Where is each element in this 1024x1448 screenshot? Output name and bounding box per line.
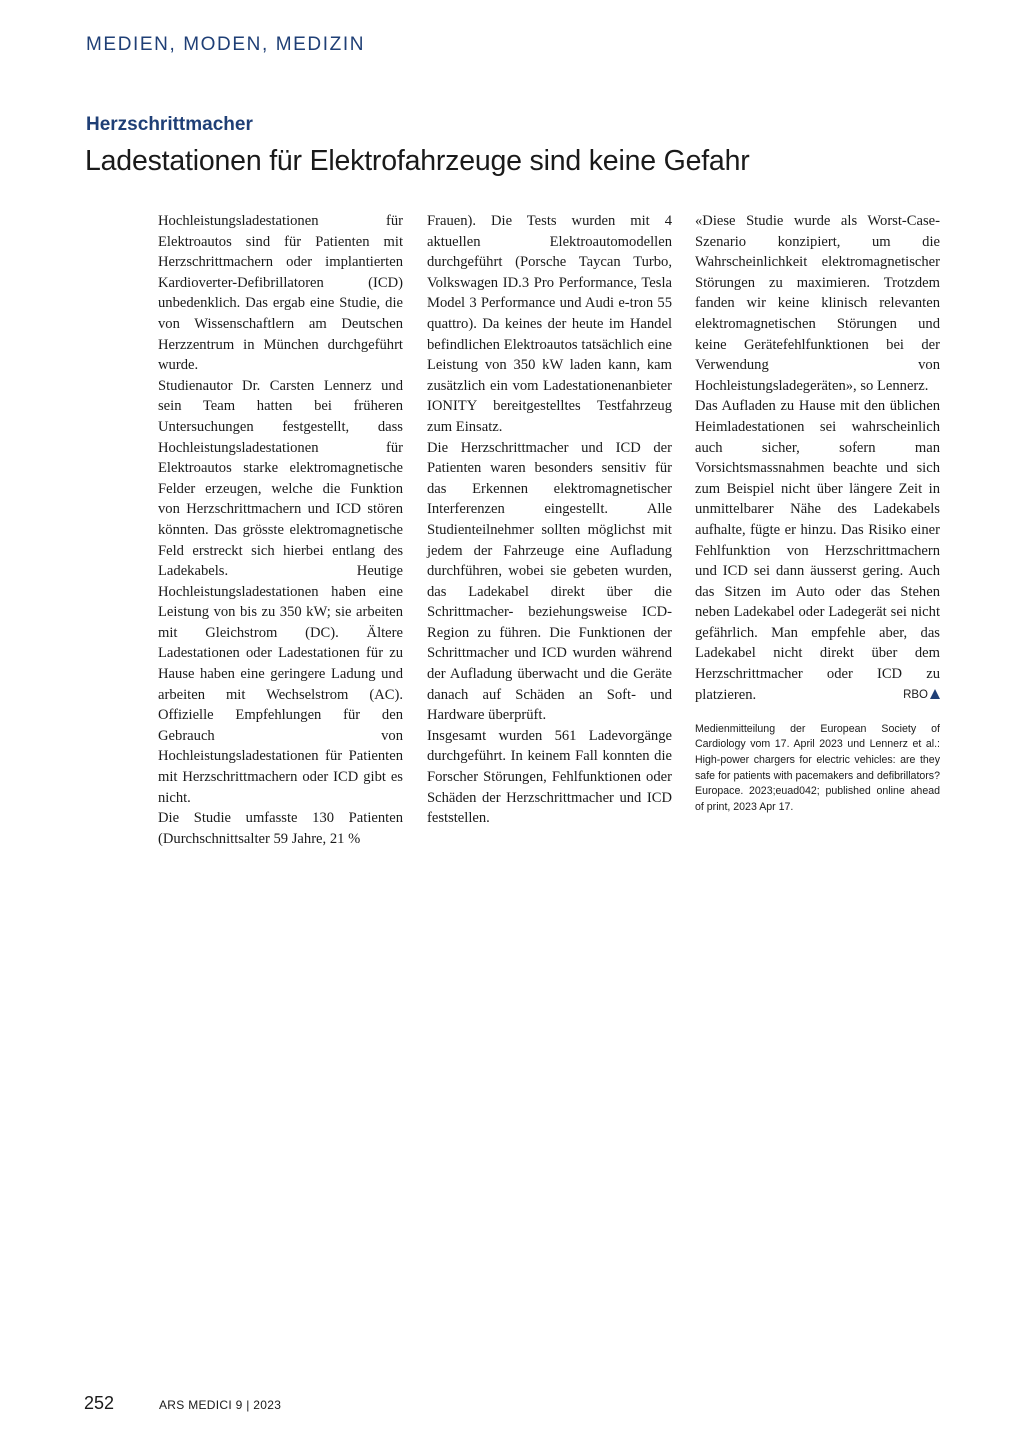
- paragraph: Frauen). Die Tests wurden mit 4 aktuellen Elektroautomodellen durchgeführt (Porsche Taycan Turbo, Volkswagen ID.3 Pro Performance, Tesla Model 3 Performance und Audi e-tron 55 quattro). Da keines der heute im Handel befindlichen Elektroautos tatsächlich eine Leistung von 350 kW laden kann, kam zusätzlich ein vom Ladestationenanbieter IONITY bereitgestelltes Testfahrzeug zum Einsatz.: [427, 213, 672, 435]
- paragraph: «Diese Studie wurde als Worst-Case-Szenario konzipiert, um die Wahrscheinlichkeit elektromagnetischer Störungen zu maximieren. Trotzdem fanden wir keine klinisch relevanten elektromagnetischen Störungen und keine Gerätefehlfunktionen bei der Verwendung von Hochleistungsladegeräten», so Lennerz.: [695, 213, 940, 394]
- section-header: MEDIEN, MODEN, MEDIZIN: [86, 34, 366, 55]
- end-triangle-icon: [930, 689, 940, 699]
- page-number: 252: [84, 1393, 115, 1413]
- paragraph: Das Aufladen zu Hause mit den üblichen Heimladestationen sei wahrscheinlich auch sicher, sofern man Vorsichtsmassnahmen beachte und sich zum Beispiel nicht über längere Zeit in unmittelbarer Nähe des Ladekabels aufhalte, fügte er hinzu. Das Risiko einer Fehlfunktion von Herzschrittmachern und ICD sei dann äusserst gering. Auch das Sitzen im Auto oder das Stehen neben Ladekabel oder Ladegerät sei nicht gefährlich. Man empfehle aber, das Ladekabel nicht direkt über dem Herzschrittmacher oder ICD zu platzieren.: [695, 398, 940, 703]
- paragraph: Insgesamt wurden 561 Ladevorgänge durchgeführt. In keinem Fall konnten die Forscher Störungen, Fehlfunktionen oder Schäden der Herzschrittmacher und ICD feststellen.: [427, 727, 672, 827]
- article-column-2: [427, 211, 672, 829]
- paragraph: Studienautor Dr. Carsten Lennerz und sein Team hatten bei früheren Untersuchungen festgestellt, dass Hochleistungsladestationen für Elektroautos starke elektromagnetische Felder erzeugen, welche die Funktion von Herzschrittmachern und ICD stören könnten. Das grösste elektromagnetische Feld erstreckt sich hierbei entlang des Ladekabels. Heutige Hochleistungsladestationen haben eine Leistung von bis zu 350 kW; sie arbeiten mit Gleichstrom (DC). Ältere Ladestationen oder Ladestationen für zu Hause haben eine geringere Ladung und arbeiten mit Wechselstrom (AC). Offizielle Empfehlungen für den Gebrauch von Hochleistungsladestationen für Patienten mit Herzschrittmachern oder ICD gibt es nicht.: [158, 377, 403, 806]
- article-column-3: [695, 211, 940, 815]
- paragraph: Die Studie umfasste 130 Patienten (Durchschnittsalter 59 Jahre, 21 %: [158, 810, 403, 847]
- paragraph: Die Herzschrittmacher und ICD der Patienten waren besonders sensitiv für das Erkennen elektromagnetischer Interferenzen eingestellt. Alle Studienteilnehmer sollten möglichst mit jedem der Fahrzeuge eine Aufladung durchführen, wobei sie gebeten wurden, das Ladekabel direkt über die Schrittmacher- beziehungsweise ICD-Region zu führen. Die Funktionen der Schrittmacher und ICD wurden während der Aufladung überwacht und die Geräte danach auf Schäden an Soft- und Hardware überprüft.: [427, 439, 672, 724]
- article-kicker: Herzschrittmacher: [86, 114, 253, 135]
- author-initials: RBO: [903, 689, 928, 702]
- journal-issue: ARS MEDICI 9 | 2023: [159, 1398, 282, 1412]
- source-note: Medienmitteilung der European Society of Cardiology vom 17. April 2023 und Lennerz et al.: High-power chargers for electric vehicles: are they safe for patients with pacemakers and defibrillators? Europace. 2023;euad042; published online ahead of print, 2023 Apr 17.: [695, 722, 940, 813]
- article-column-1: [158, 211, 403, 849]
- article-headline: Ladestationen für Elektrofahrzeuge sind keine Gefahr: [85, 145, 750, 177]
- paragraph: Hochleistungsladestationen für Elektroautos sind für Patienten mit Herzschrittmachern oder implantierten Kardioverter-Defibrillatoren (ICD) unbedenklich. Das ergab eine Studie, die von Wissenschaftlern am Deutschen Herzzentrum in München durchgeführt wurde.: [158, 213, 403, 374]
